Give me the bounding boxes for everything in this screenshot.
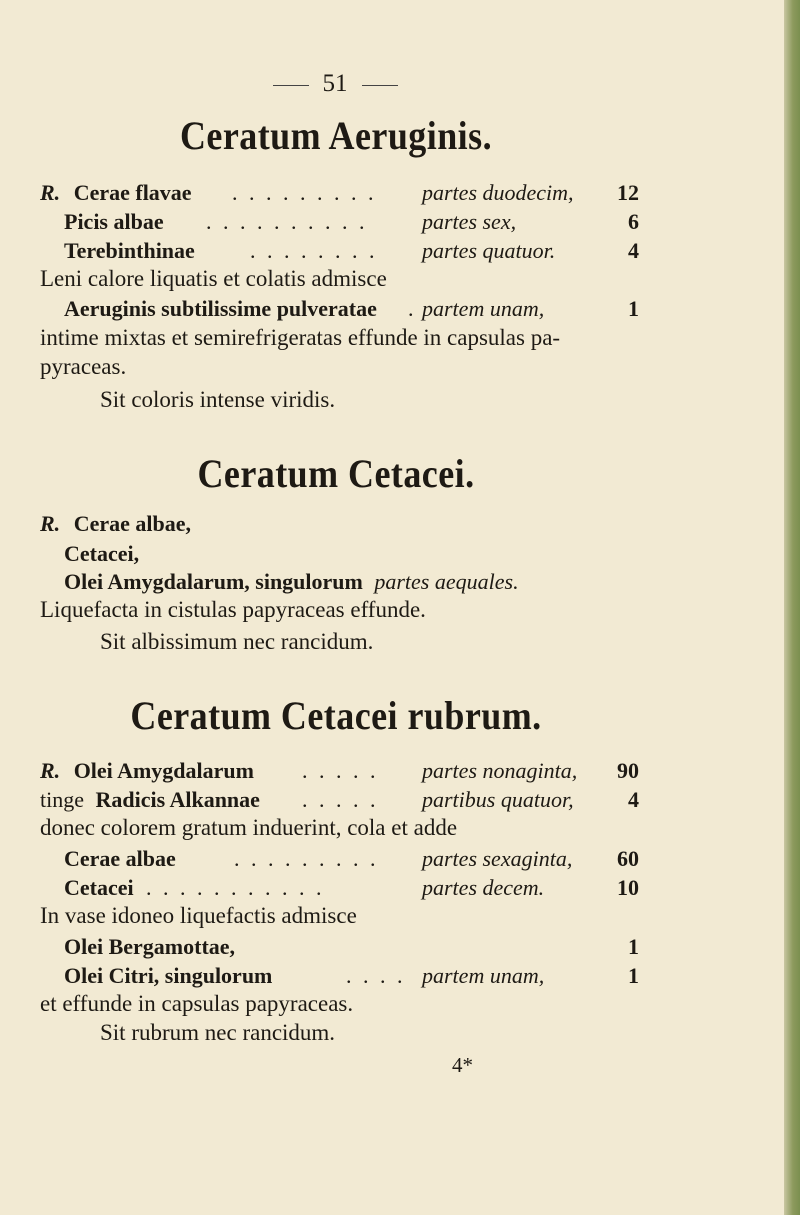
ingredient-parts: partes quatuor. <box>422 238 556 263</box>
ingredient-quantity: 60 <box>617 846 639 871</box>
signature-mark: 4* <box>452 1053 473 1077</box>
ingredient-quantity: 1 <box>628 963 639 988</box>
page-number <box>0 70 670 98</box>
ingredient-parts: partes sexaginta, <box>422 846 573 871</box>
recipe-prefix: R. <box>40 511 61 536</box>
leader-dots: . . . . . <box>302 758 379 783</box>
ingredient-name: Olei Amygdalarum, singulorum <box>64 569 363 594</box>
recipe-line <box>64 569 519 595</box>
section-title: Ceratum Cetacei. <box>197 451 475 496</box>
page-number-text: 51 <box>322 70 348 97</box>
recipe-line <box>40 787 260 813</box>
ingredient-name: Cerae albae <box>64 846 176 871</box>
instruction-text: In vase idoneo liquefactis admisce <box>40 903 357 928</box>
ingredient-parts: partibus quatuor, <box>422 787 574 812</box>
instruction-text: Sit rubrum nec rancidum. <box>100 1020 336 1045</box>
section-title: Ceratum Aeruginis. <box>179 113 493 158</box>
ingredient-name: Cetacei <box>64 875 134 900</box>
instruction-text: pyraceas. <box>40 354 127 379</box>
leader-dots: . . . . . . . . . <box>234 846 379 871</box>
leader-dots: . . . . . <box>302 787 379 812</box>
ingredient-name: Radicis Alkannae <box>95 787 260 812</box>
ingredient-quantity: 4 <box>628 238 639 263</box>
ingredient-parts: partem unam, <box>422 963 545 988</box>
ingredient-name: Picis albae <box>64 209 164 234</box>
recipe-prefix: R. <box>40 180 61 205</box>
ingredient-name: Terebinthinae <box>64 238 195 263</box>
ingredient-parts: partes sex, <box>422 209 517 234</box>
leader-dots: . . . . . . . . . . . <box>146 875 325 900</box>
ingredient-name: Aeruginis subtilissime pulveratae <box>64 296 377 321</box>
instruction-text: Sit albissimum nec rancidum. <box>100 629 374 654</box>
ingredient-parts: partes decem. <box>422 875 545 900</box>
instruction-text: intime mixtas et semirefrigeratas effunde in capsulas pa- <box>40 325 561 350</box>
ingredient-name: Cetacei, <box>64 541 140 566</box>
recipe-line <box>40 511 191 537</box>
leader-dots: . <box>408 296 414 321</box>
instruction-text: Liquefacta in cistulas papyraceas effunde. <box>40 597 426 622</box>
section-title: Ceratum Cetacei rubrum. <box>130 693 542 738</box>
ingredient-name: Olei Amygdalarum <box>73 758 254 783</box>
ingredient-name: Cerae albae, <box>73 511 191 536</box>
page-edge <box>784 0 800 1215</box>
ingredient-quantity: 1 <box>628 934 639 959</box>
ingredient-quantity: 6 <box>628 209 639 234</box>
instruction-text: et effunde in capsulas papyraceas. <box>40 991 354 1016</box>
instruction-lead: tinge <box>40 787 84 812</box>
recipe-prefix: R. <box>40 758 61 783</box>
instruction-text: Leni calore liquatis et colatis admisce <box>40 266 387 291</box>
instruction-text: Sit coloris intense viridis. <box>100 387 336 412</box>
recipe-line <box>40 758 254 784</box>
ingredient-name: Olei Bergamottae, <box>64 934 236 959</box>
leader-dots: . . . . . . . . . . <box>206 209 368 234</box>
ingredient-parts: partes nonaginta, <box>422 758 578 783</box>
instruction-text: donec colorem gratum induerint, cola et adde <box>40 815 458 840</box>
ingredient-quantity: 4 <box>628 787 639 812</box>
ingredient-name: Olei Citri, singulorum <box>64 963 273 988</box>
leader-dots: . . . . . . . . <box>250 238 378 263</box>
leader-dots: . . . . <box>346 963 406 988</box>
ingredient-name: Cerae flavae <box>73 180 192 205</box>
ingredient-quantity: 12 <box>617 180 639 205</box>
ingredient-parts: partem unam, <box>422 296 545 321</box>
ingredient-parts: partes aequales. <box>374 569 519 594</box>
recipe-line <box>40 180 192 206</box>
ingredient-quantity: 90 <box>617 758 639 783</box>
ingredient-parts: partes duodecim, <box>422 180 574 205</box>
leader-dots: . . . . . . . . . <box>232 180 377 205</box>
page-number-dash-right <box>362 85 398 86</box>
ingredient-quantity: 1 <box>628 296 639 321</box>
page-number-dash-left <box>273 85 309 86</box>
ingredient-quantity: 10 <box>617 875 639 900</box>
